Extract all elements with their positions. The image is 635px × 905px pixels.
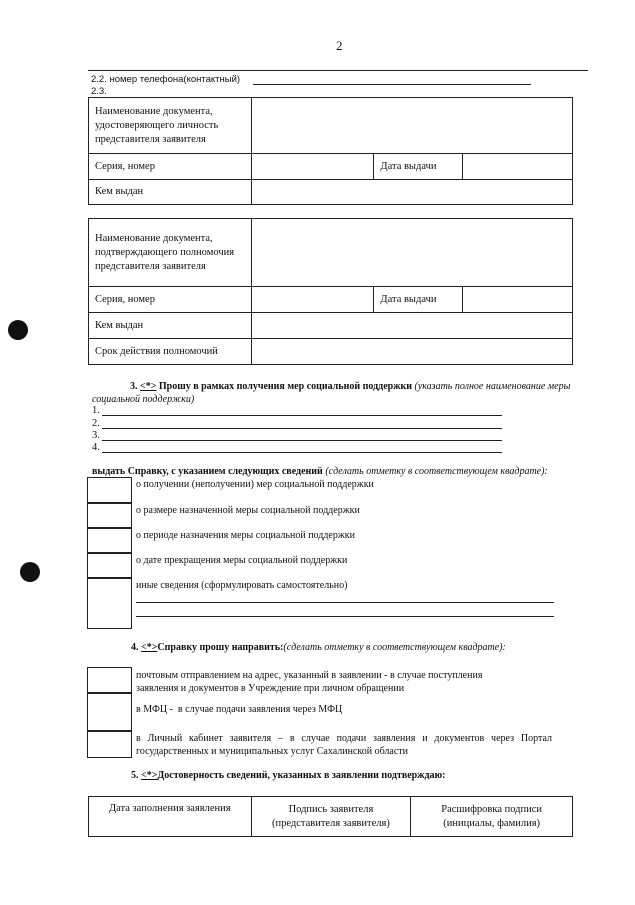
signature-table bbox=[88, 796, 573, 837]
authority-doc-name-field[interactable] bbox=[251, 219, 572, 287]
certificate-option-2: о размере назначенной меры социальной поддержки bbox=[136, 505, 360, 516]
authority-doc-name-label: Наименование документа, подтверждающего полномочия представителя заявителя bbox=[89, 219, 252, 287]
issued-by-label: Кем выдан bbox=[89, 180, 252, 205]
signature-cell[interactable]: Подпись заявителя (представителя заявителя) bbox=[251, 797, 411, 837]
other-info-line-2[interactable] bbox=[136, 616, 554, 617]
doc-name-label: Наименование документа, удостоверяющего личность представителя заявителя bbox=[89, 98, 252, 154]
footnote-marker: <*> bbox=[141, 770, 158, 781]
page-number: 2 bbox=[336, 38, 343, 53]
phone-label: 2.2. номер телефона(контактный) bbox=[91, 74, 241, 85]
issued-by-field[interactable] bbox=[251, 180, 572, 205]
authority-issue-date-field[interactable] bbox=[463, 287, 573, 313]
delivery-option-post: почтовым отправлением на адрес, указанный в заявлении - в случае поступления заявления и документов в Учреждение при личном обращении bbox=[136, 670, 483, 694]
certificate-option-1: о получении (неполучении) мер социальной поддержки bbox=[136, 479, 374, 490]
section-4-heading: 4. <*>Справку прошу направить:(сделать отметку в соответствующем квадрате): bbox=[131, 642, 506, 653]
authority-issued-by-label: Кем выдан bbox=[89, 313, 252, 339]
delivery-checkbox-post[interactable] bbox=[87, 667, 132, 694]
authority-validity-label: Срок действия полномочий bbox=[89, 339, 252, 365]
certificate-option-5: иные сведения (сформулировать самостоятельно) bbox=[136, 580, 348, 591]
delivery-checkbox-mfc[interactable] bbox=[87, 692, 132, 732]
authority-series-label: Серия, номер bbox=[89, 287, 252, 313]
phone-input-line[interactable] bbox=[253, 84, 531, 85]
measure-line-1[interactable]: 1. bbox=[92, 405, 502, 417]
binder-hole-bottom bbox=[20, 562, 40, 582]
certificate-checkbox-1[interactable] bbox=[87, 477, 132, 504]
authority-series-field[interactable] bbox=[251, 287, 374, 313]
item-2-3-number: 2.3. bbox=[91, 86, 107, 97]
series-label: Серия, номер bbox=[89, 154, 252, 180]
issue-date-label: Дата выдачи bbox=[374, 154, 463, 180]
series-field[interactable] bbox=[251, 154, 374, 180]
representative-id-table bbox=[88, 97, 573, 205]
fill-date-cell[interactable]: Дата заполнения заявления bbox=[89, 797, 252, 837]
authority-document-table bbox=[88, 218, 573, 365]
section-5-heading: 5. <*>Достоверность сведений, указанных в заявлении подтверждаю: bbox=[131, 770, 446, 781]
measure-line-4[interactable]: 4. bbox=[92, 442, 502, 454]
top-rule bbox=[88, 70, 588, 71]
certificate-option-4: о дате прекращения меры социальной поддержки bbox=[136, 555, 348, 566]
certificate-option-3: о периоде назначения меры социальной поддержки bbox=[136, 530, 355, 541]
binder-hole-top bbox=[8, 320, 28, 340]
delivery-checkbox-portal[interactable] bbox=[87, 730, 132, 758]
authority-validity-field[interactable] bbox=[251, 339, 572, 365]
measure-line-2[interactable]: 2. bbox=[92, 418, 502, 430]
authority-issue-date-label: Дата выдачи bbox=[374, 287, 463, 313]
delivery-option-portal: в Личный кабинет заявителя – в случае подачи заявления и документов через Портал государственных и муниципальных услуг Сахалинской области bbox=[136, 733, 552, 757]
certificate-checkbox-5[interactable] bbox=[87, 577, 132, 629]
measure-line-3[interactable]: 3. bbox=[92, 430, 502, 442]
footnote-marker: <*> bbox=[141, 642, 158, 653]
issue-date-field[interactable] bbox=[463, 154, 573, 180]
certificate-checkbox-2[interactable] bbox=[87, 502, 132, 529]
certificate-checkbox-3[interactable] bbox=[87, 527, 132, 554]
section-3-heading: 3. <*> Прошу в рамках получения мер социальной поддержки (указать полное наименование меры социальной поддержки) bbox=[92, 381, 571, 405]
certificate-heading: выдать Справку, с указанием следующих сведений (сделать отметку в соответствующем квадрате): bbox=[92, 466, 548, 477]
other-info-line-1[interactable] bbox=[136, 602, 554, 603]
footnote-marker: <*> bbox=[140, 381, 157, 392]
signature-transcript-cell[interactable]: Расшифровка подписи (инициалы, фамилия) bbox=[411, 797, 573, 837]
certificate-checkbox-4[interactable] bbox=[87, 552, 132, 579]
doc-name-field[interactable] bbox=[251, 98, 572, 154]
delivery-option-mfc: в МФЦ - в случае подачи заявления через МФЦ bbox=[136, 704, 343, 715]
authority-issued-by-field[interactable] bbox=[251, 313, 572, 339]
